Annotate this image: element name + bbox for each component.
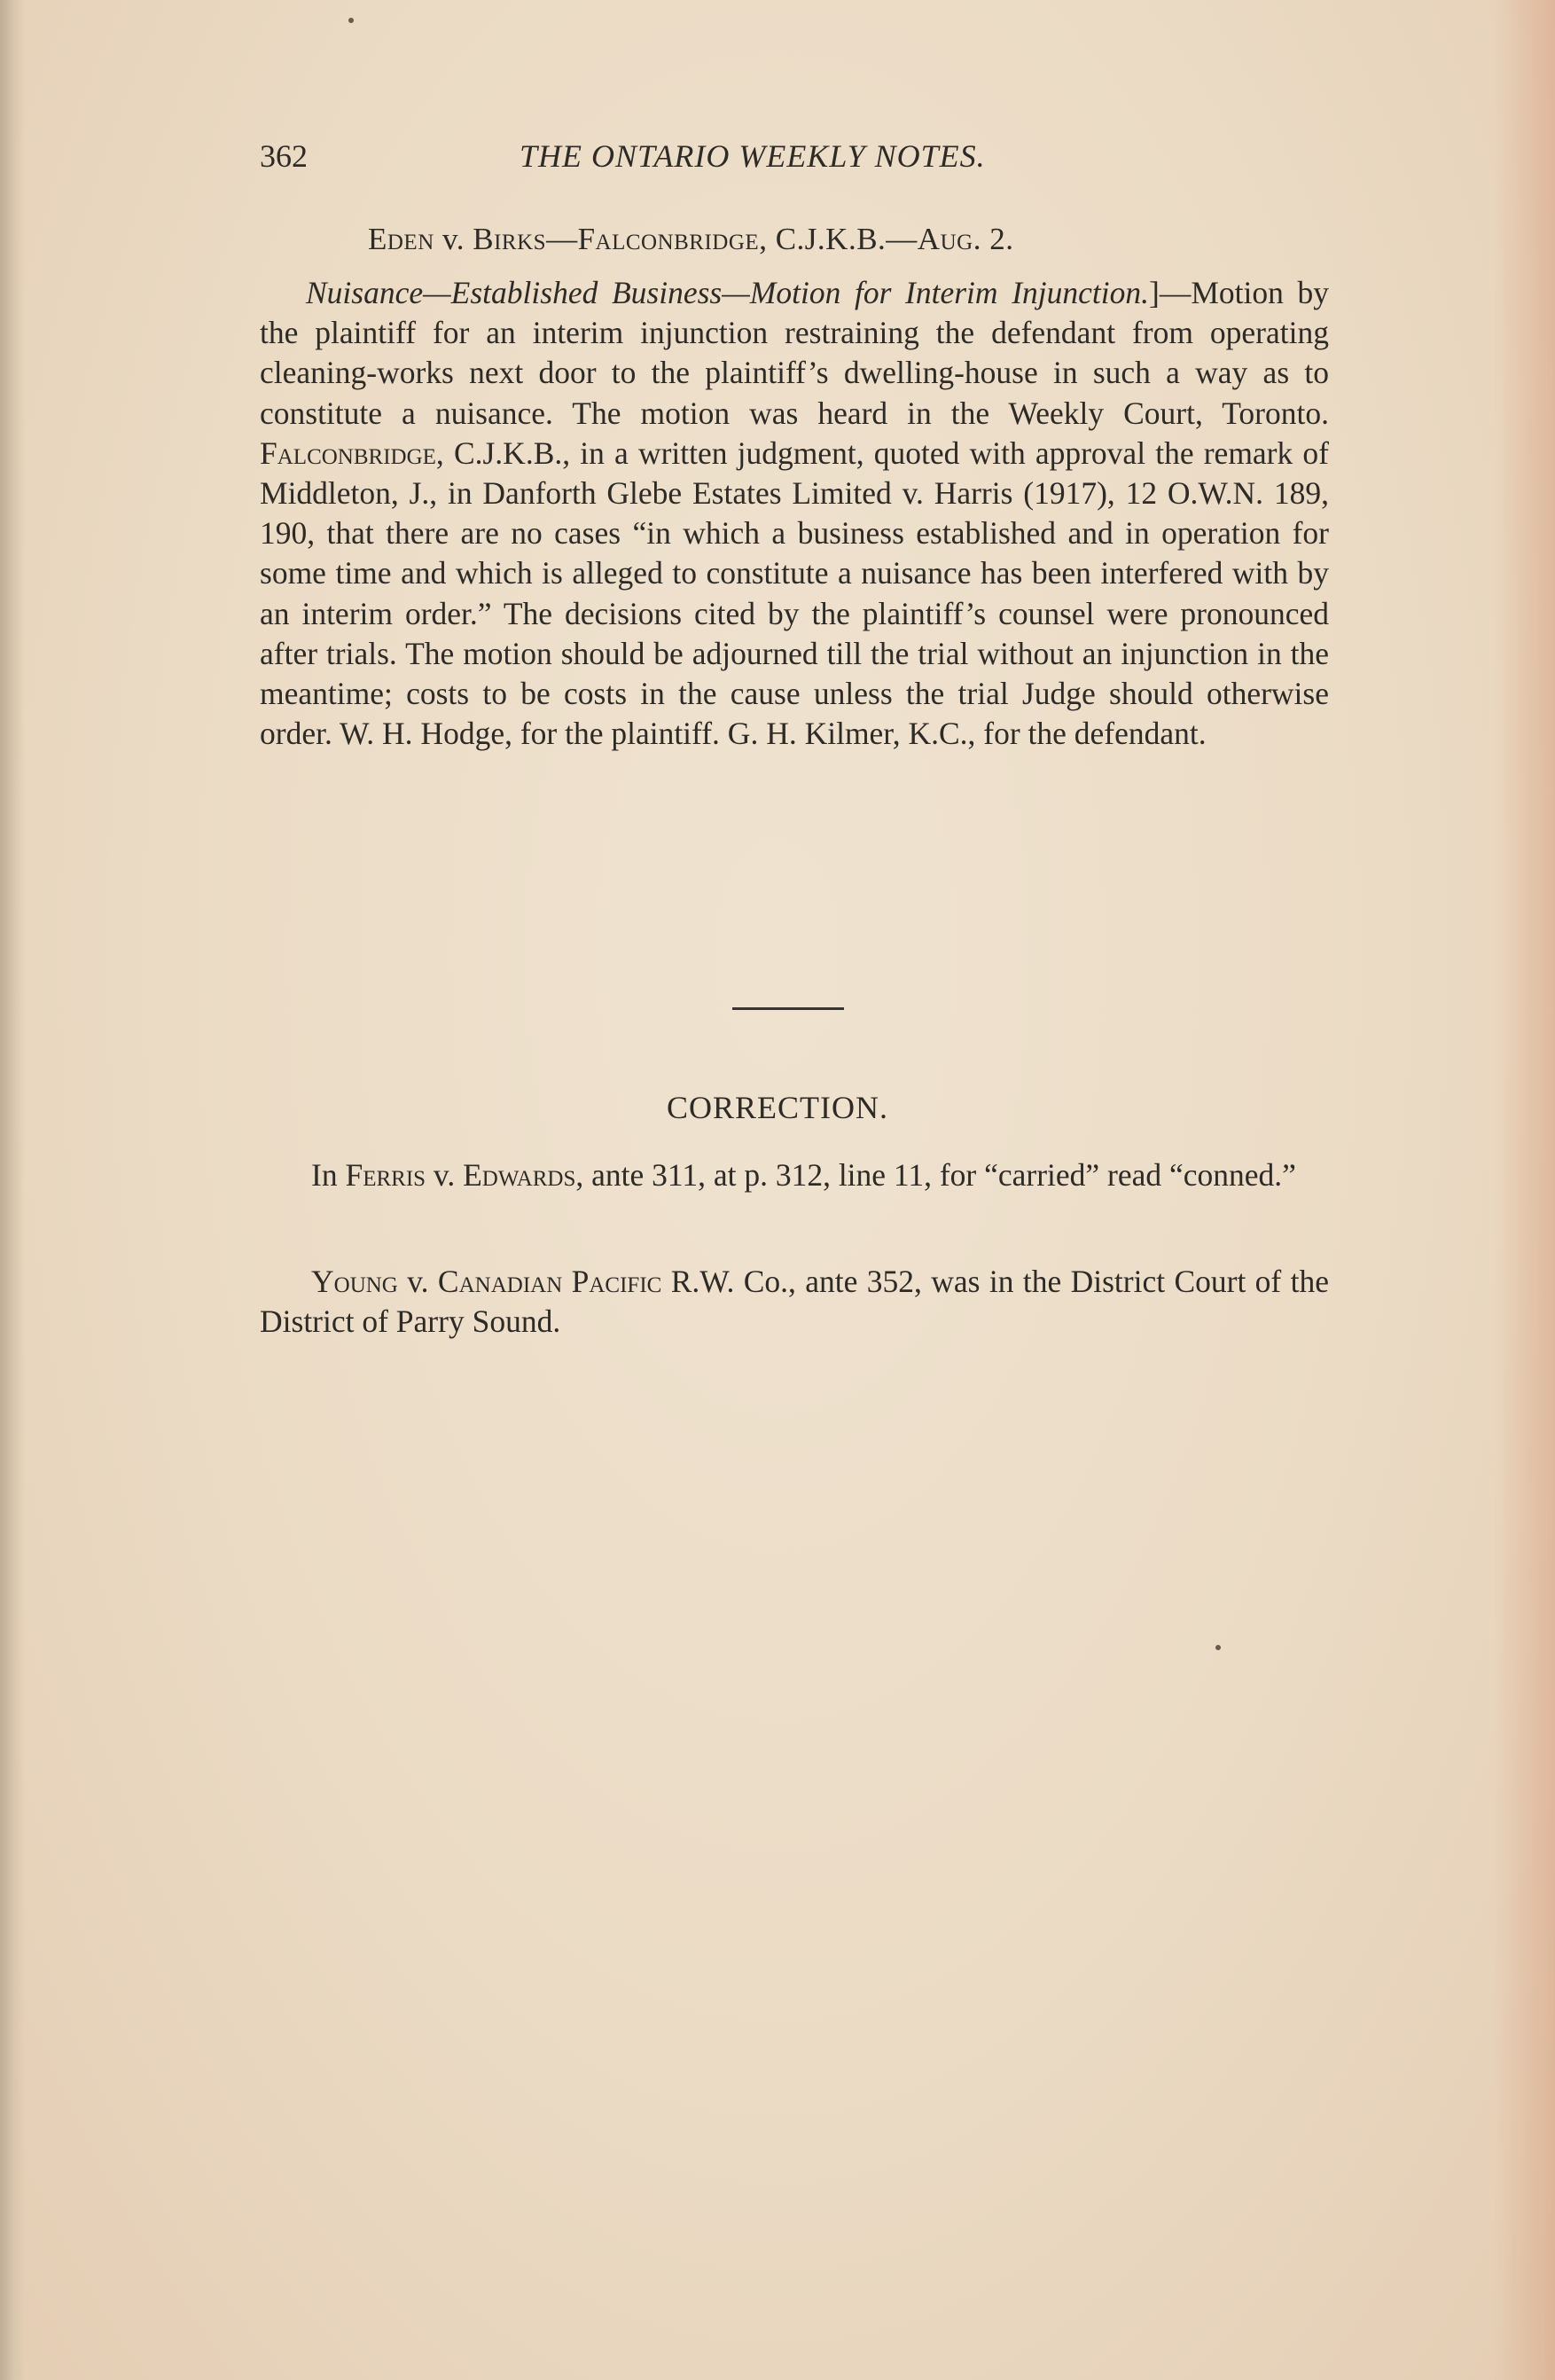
- page-number: 362: [260, 138, 308, 174]
- paper-speck: [1215, 1645, 1221, 1650]
- paper-speck: [348, 18, 354, 23]
- party-name: Canadian Pacific: [437, 1264, 662, 1299]
- page-right-edge: [1493, 0, 1555, 2380]
- versus: v.: [426, 1157, 464, 1193]
- correction-text: In: [311, 1157, 346, 1193]
- correction-text: R.W. Co., ante 352, was in the District Court of the District of Parry Sound.: [260, 1264, 1329, 1340]
- plaintiff-name: Eden: [368, 222, 434, 256]
- case-body-paragraph: [260, 273, 1329, 754]
- page-header: [260, 137, 1324, 182]
- date-day: . 2.: [973, 222, 1014, 256]
- correction-paragraph: [260, 1262, 1329, 1342]
- party-name: Young: [311, 1264, 398, 1299]
- correction-text: , ante 311, at p. 312, line 11, for “carried” read “conned.”: [575, 1157, 1296, 1193]
- versus: v.: [397, 1264, 438, 1299]
- judge-name: Falconbridge: [577, 222, 760, 256]
- party-name: Edwards: [463, 1157, 576, 1193]
- correction-paragraph: [260, 1155, 1329, 1195]
- judge-name-inline: Falconbridge: [260, 435, 436, 471]
- section-divider: [732, 1007, 844, 1010]
- versus: v.: [434, 222, 473, 256]
- date-month: Aug: [917, 222, 973, 256]
- party-name: Ferris: [345, 1157, 426, 1193]
- judge-title: , C.J.K.B.: [759, 222, 887, 256]
- correction-heading: CORRECTION.: [666, 1090, 888, 1125]
- heading-dash: —: [886, 222, 918, 256]
- page-left-edge: [0, 0, 25, 2380]
- body-text-part: ]—Motion by the plaintiff for an interim injunction restraining the defendant from operating cleaning-works next door to the plaintiff’s dwelling-house in such a way as to constitute a nuisance. The motion was heard in the Weekly Court, Toronto.: [260, 275, 1330, 431]
- defendant-name: Birks: [473, 222, 547, 256]
- body-text-part: , C.J.K.B., in a written judgment, quoted with approval the remark of Middleton, J., in Danforth Glebe Estates Limited v. Harris (1917), 12 O.W.N. 189, 190, that there are no cases “in which a business established and in operation for some time and which is alleged to constitute a nuisance has been interfered with by an interim order.” The decisions cited by the plaintiff’s counsel were pronounced after trials. The motion should be adjourned till the trial without an injunction in the meantime; costs to be costs in the cause unless the trial Judge should otherwise order. W. H. Hodge, for the plaintiff. G. H. Kilmer, K.C., for the defendant.: [260, 435, 1329, 752]
- running-title: THE ONTARIO WEEKLY NOTES.: [520, 138, 986, 174]
- heading-dash: —: [546, 222, 578, 256]
- case-heading: [368, 222, 1013, 257]
- headnote: Nuisance—Established Business—Motion for Interim Injunction.: [306, 275, 1149, 310]
